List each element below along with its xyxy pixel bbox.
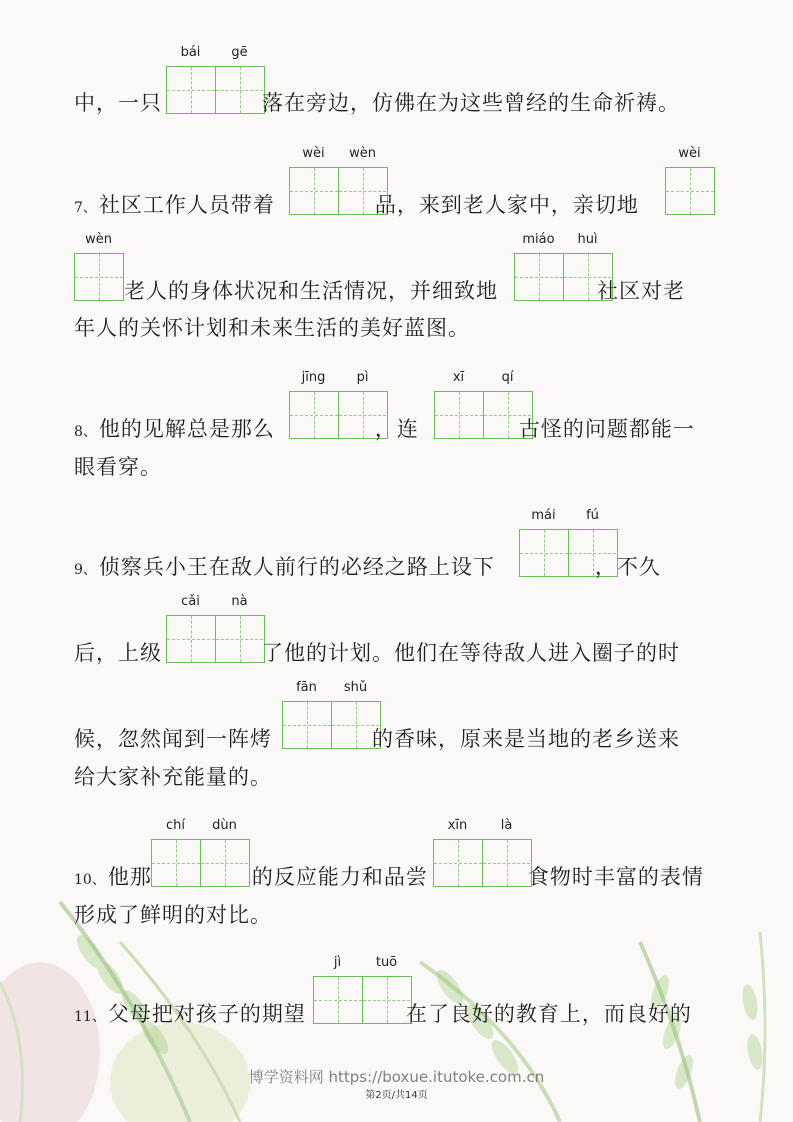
answer-grid-wen[interactable] (74, 253, 124, 301)
pinyin-ge: gē (231, 45, 248, 60)
question-11-line-1 (74, 1002, 692, 1029)
text-segment: 落在旁边，仿佛在为这些曾经的生命祈祷。 (262, 91, 680, 115)
page-number: 第2页/共14页 (365, 1090, 428, 1101)
pinyin-na: nà (231, 594, 248, 609)
question-8-line-1 (74, 417, 695, 444)
answer-grid-wei[interactable] (665, 167, 715, 215)
text-segment: 中，一只 (74, 91, 162, 115)
pinyin-dun: dùn (212, 818, 237, 833)
text-segment: 品，来到老人家中，亲切地 (374, 193, 639, 217)
text-segment: 的香味，原来是当地的老乡送来 (372, 727, 680, 751)
text-segment: 古怪的问题都能一 (518, 417, 695, 441)
text-segment: 候，忽然闻到一阵烤 (74, 727, 272, 751)
question-10-line-1 (74, 865, 704, 892)
question-9-line-1 (74, 555, 661, 582)
text-segment: 给大家补充能量的。 (74, 765, 272, 789)
pinyin-pi: pì (356, 370, 369, 385)
answer-cell[interactable] (75, 254, 123, 300)
pinyin-hui: huì (577, 232, 598, 247)
question-number: 8、 (74, 424, 97, 440)
pinyin-fu: fú (586, 508, 599, 523)
text-segment: 在了良好的教育上，而良好的 (405, 1002, 692, 1026)
question-7-line-3 (74, 316, 470, 340)
text-segment: 父母把对孩子的期望 (107, 1002, 306, 1026)
pinyin-xin: xīn (447, 818, 468, 833)
question-7-line-1 (74, 193, 639, 220)
question-number: 7、 (74, 200, 97, 216)
pinyin-ji: jì (333, 955, 342, 970)
pinyin-mai: mái (531, 508, 556, 523)
pinyin-qi: qí (501, 370, 514, 385)
text-segment: 的反应能力和品尝 (251, 865, 428, 889)
text-segment: 眼看穿。 (74, 455, 162, 479)
question-10-line-2 (74, 903, 272, 927)
pinyin-fan: fān (296, 680, 317, 695)
text-segment: 他那 (107, 865, 152, 889)
pinyin-xi: xī (452, 370, 465, 385)
text-segment: ，不久 (594, 555, 661, 579)
question-8-line-2 (74, 455, 162, 479)
question-number: 9、 (74, 562, 97, 578)
text-line (74, 91, 680, 115)
pinyin-wei: wèi (678, 146, 701, 161)
pinyin-shu: shǔ (343, 680, 368, 695)
text-segment: 侦察兵小王在敌人前行的必经之路上设下 (98, 555, 495, 579)
question-number: 10、 (74, 872, 106, 888)
text-segment: 老人的身体状况和生活情况，并细致地 (124, 279, 498, 303)
question-9-line-3 (74, 727, 680, 751)
watermark: 博学资料网 https://boxue.itutoke.com.cn (248, 1068, 545, 1086)
pinyin-wei: wèi (302, 146, 325, 161)
text-segment: 社区工作人员带着 (98, 193, 275, 217)
question-9-line-4 (74, 765, 272, 789)
pinyin-wen: wèn (85, 232, 112, 247)
text-segment: 社区对老 (597, 279, 685, 303)
text-segment: 他的见解总是那么 (98, 417, 275, 441)
pinyin-bai: bái (180, 45, 201, 60)
pinyin-jing: jīng (301, 370, 326, 385)
pinyin-wen: wèn (349, 146, 376, 161)
pinyin-chi: chí (166, 818, 185, 833)
question-number: 11、 (74, 1009, 106, 1025)
question-7-line-2 (124, 279, 685, 303)
pinyin-miao: miáo (522, 232, 555, 247)
answer-cell[interactable] (666, 168, 714, 214)
text-segment: 年人的关怀计划和未来生活的美好蓝图。 (74, 316, 470, 340)
text-segment: 食物时丰富的表情 (527, 865, 704, 889)
question-9-line-2 (74, 641, 680, 665)
text-segment: 了他的计划。他们在等待敌人进入圈子的时 (262, 641, 680, 665)
pinyin-cai: cǎi (181, 594, 200, 609)
text-segment: 形成了鲜明的对比。 (74, 903, 272, 927)
text-segment: ，连 (374, 417, 419, 441)
pinyin-la: là (500, 818, 513, 833)
pinyin-tuo: tuō (375, 955, 398, 970)
text-segment: 后，上级 (74, 641, 162, 665)
